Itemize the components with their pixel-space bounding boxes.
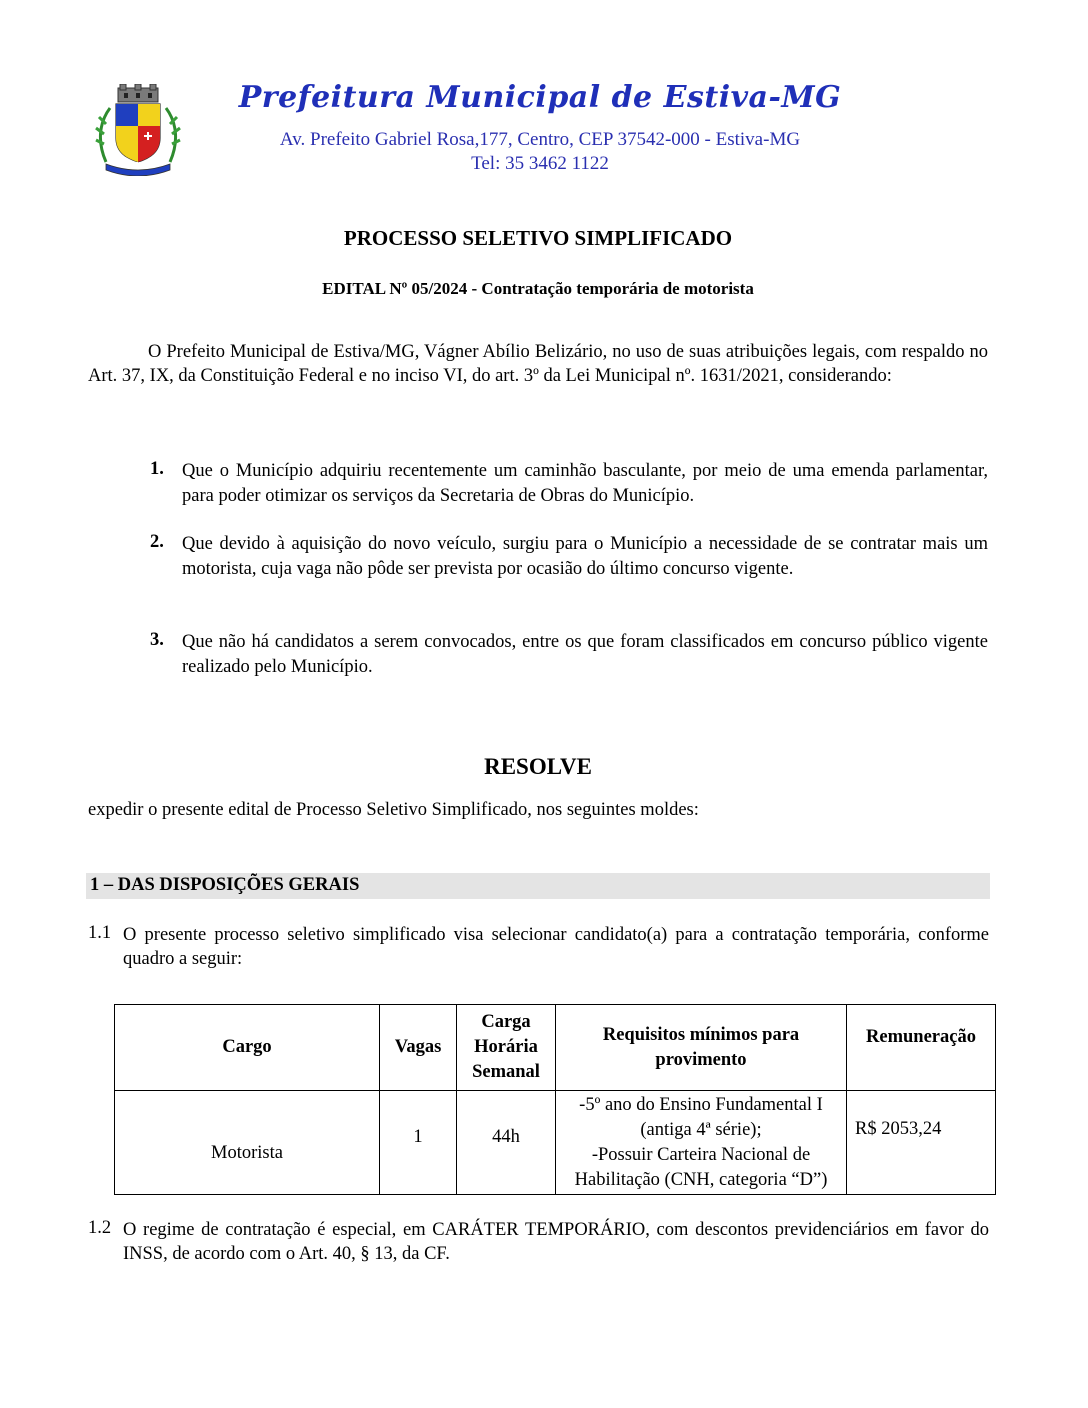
- item-number: 2.: [150, 532, 164, 552]
- clause-number: 1.2: [88, 1218, 112, 1238]
- cell-cargo: Motorista: [115, 1091, 380, 1195]
- clause-1-1-text: O presente processo seletivo simplificado visa selecionar candidato(a) para a contratação temporária, conforme quadro a seguir:: [123, 925, 989, 969]
- header-carga-line: Horária: [474, 1037, 538, 1057]
- req-line: -Possuir Carteira Nacional de: [591, 1144, 811, 1165]
- municipality-phone: Tel: 35 3462 1122: [471, 153, 609, 174]
- intro-paragraph: O Prefeito Municipal de Estiva/MG, Vágner Abílio Belizário, no uso de suas atribuições legais, com respaldo no Art. 37, IX, da Constituição Federal e no inciso VI, do art. 3º da Lei Municipal nº. 1631/2021, considerando:: [88, 342, 988, 386]
- item-text: Que devido à aquisição do novo veículo, surgiu para o Município a necessidade de se contratar mais um motorista, cuja vaga não pôde ser prevista por ocasião do último concurso vigente.: [182, 534, 988, 579]
- header-vagas: Vagas: [380, 1005, 457, 1091]
- table-header-row: [115, 1005, 996, 1091]
- item-number: 3.: [150, 630, 164, 650]
- cell-carga: 44h: [457, 1091, 556, 1195]
- header-cargo: Cargo: [115, 1005, 380, 1091]
- positions-table: [114, 1004, 996, 1195]
- header-carga-horaria: [457, 1005, 556, 1091]
- header-req-line: Requisitos mínimos para: [602, 1024, 800, 1045]
- req-line: Habilitação (CNH, categoria “D”): [574, 1169, 828, 1190]
- resolve-text: expedir o presente edital de Processo Seletivo Simplificado, nos seguintes moldes:: [88, 800, 699, 820]
- resolve-heading: RESOLVE: [484, 754, 592, 779]
- municipality-address: Av. Prefeito Gabriel Rosa,177, Centro, CEP 37542-000 - Estiva-MG: [279, 129, 801, 150]
- document-subtitle: EDITAL Nº 05/2024 - Contratação temporária de motorista: [322, 279, 754, 298]
- table-row: [115, 1091, 996, 1195]
- cell-remuneracao: R$ 2053,24: [847, 1091, 996, 1195]
- cell-requisitos: [556, 1091, 847, 1195]
- header-requisitos: [556, 1005, 847, 1091]
- clause-1-2-text: O regime de contratação é especial, em CARÁTER TEMPORÁRIO, com descontos previdenciários em favor do INSS, de acordo com o Art. 40, § 13, da CF.: [123, 1220, 989, 1264]
- req-line: -5º ano do Ensino Fundamental I: [579, 1094, 823, 1115]
- req-line: (antiga 4ª série);: [640, 1119, 762, 1140]
- item-text: Que o Município adquiriu recentemente um caminhão basculante, por meio de uma emenda parlamentar, para poder otimizar os serviços da Secretaria de Obras do Município.: [182, 461, 988, 506]
- header-req-line: provimento: [655, 1049, 747, 1070]
- header-carga-line: Semanal: [472, 1062, 540, 1082]
- header-carga-line: Carga: [481, 1012, 531, 1032]
- clause-number: 1.1: [88, 923, 112, 943]
- cell-vagas: 1: [380, 1091, 457, 1195]
- crest-banner-text: ESTIVA: [124, 162, 150, 169]
- header-remuneracao: Remuneração: [847, 1005, 996, 1091]
- municipality-title: Prefeitura Municipal de Estiva-MG: [238, 80, 842, 115]
- document-title: PROCESSO SELETIVO SIMPLIFICADO: [343, 226, 733, 250]
- section-1-title: 1 – DAS DISPOSIÇÕES GERAIS: [90, 875, 360, 895]
- item-text: Que não há candidatos a serem convocados, entre os que foram classificados em concurso público vigente realizado pelo Município.: [182, 632, 988, 677]
- item-number: 1.: [150, 459, 164, 479]
